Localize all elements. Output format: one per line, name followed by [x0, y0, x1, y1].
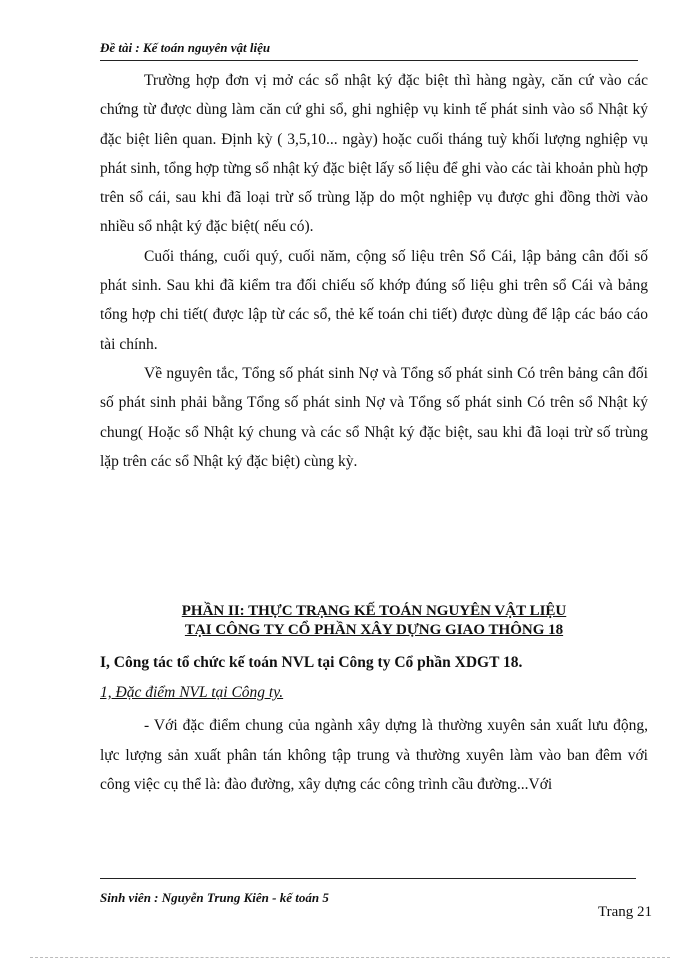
- page-number: Trang 21: [597, 904, 652, 920]
- paragraph: Trường hợp đơn vị mở các sổ nhật ký đặc biệt thì hàng ngày, căn cứ vào các chứng từ được dùng làm căn cứ ghi sổ, ghi nghiệp vụ kinh tế phát sinh vào sổ Nhật ký đặc biệt liên quan. Định kỳ ( 3,5,10... ngày) hoặc cuối tháng tuỳ khối lượng nghiệp vụ phát sinh, tổng hợp từng sổ nhật ký đặc biệt lấy số liệu để ghi vào các tài khoản phù hợp trên sổ cái, sau khi đã loại trừ số trùng lặp do một nghiệp vụ được ghi đồng thời vào nhiều sổ nhật ký đặc biệt( nếu có).: [100, 72, 648, 236]
- paragraph: Cuối tháng, cuối quý, cuối năm, cộng số liệu trên Sổ Cái, lập bảng cân đối số phát sinh. Sau khi đã kiểm tra đối chiếu số khớp đúng số liệu ghi trên sổ Cái và bảng tổng hợp chi tiết( được lập từ các sổ, thẻ kế toán chi tiết) được dùng để lập các báo cáo tài chính.: [100, 247, 648, 353]
- subsection-heading: 1, Đặc điểm NVL tại Công ty.: [100, 684, 284, 701]
- footer-divider: [100, 878, 636, 879]
- chapter-heading: [100, 602, 648, 640]
- section-heading: I, Công tác tổ chức kế toán NVL tại Công ty Cổ phần XDGT 18.: [100, 654, 523, 671]
- body-text-continued: [100, 711, 648, 800]
- header-title: Đề tài : Kế toán nguyên vật liệu: [100, 40, 271, 55]
- page-edge-divider: [30, 957, 670, 958]
- footer-student: Sinh viên : Nguyễn Trung Kiên - kế toán 5: [100, 890, 329, 905]
- document-header: [100, 40, 638, 61]
- body-text: [100, 66, 648, 476]
- chapter-title-line2: TẠI CÔNG TY CỔ PHẦN XÂY DỰNG GIAO THÔNG 18: [184, 622, 564, 638]
- paragraph: - Với đặc điểm chung của ngành xây dựng là thường xuyên sản xuất lưu động, lực lượng sản xuất phân tán không tập trung và thường xuyên làm vào ban đêm với công việc cụ thể là: đào đường, xây dựng các công trình cầu đường...Với: [100, 717, 648, 793]
- paragraph: Về nguyên tắc, Tổng số phát sinh Nợ và Tổng số phát sinh Có trên bảng cân đối số phát sinh phải bằng Tổng số phát sinh Nợ và Tổng số phát sinh Có trên sổ Nhật ký chung( Hoặc sổ Nhật ký chung và các sổ Nhật ký đặc biệt, sau khi đã loại trừ số trùng lặp trên các sổ Nhật ký đặc biệt) cùng kỳ.: [100, 364, 648, 470]
- chapter-title-line1: PHẦN II: THỰC TRẠNG KẾ TOÁN NGUYÊN VẬT LIỆU: [181, 603, 567, 619]
